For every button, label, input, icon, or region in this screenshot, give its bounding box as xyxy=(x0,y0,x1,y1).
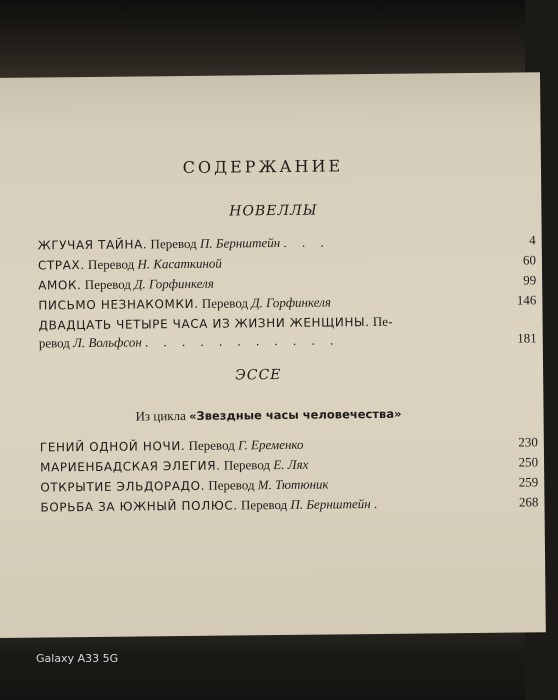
entry-page-number: 250 xyxy=(518,454,539,470)
entry-title: ОТКРЫТИЕ ЭЛЬДОРАДО. xyxy=(40,478,206,495)
entry-translator: Н. Касаткиной xyxy=(137,255,222,272)
toc-entry-continuation xyxy=(39,330,539,351)
entry-prefix: Перевод xyxy=(240,496,288,513)
book-page xyxy=(0,72,546,638)
toc-entry xyxy=(38,232,538,253)
cycle-subtitle xyxy=(135,406,401,425)
toc-entry xyxy=(40,474,540,495)
entry-prefix: Перевод xyxy=(208,477,255,493)
entry-translator: Г. Еременко xyxy=(237,436,304,453)
section-heading-novels: НОВЕЛЛЫ xyxy=(229,202,318,220)
section-heading-essays: ЭССЕ xyxy=(235,366,282,384)
toc-entry xyxy=(40,434,540,455)
entry-title: ДВАДЦАТЬ ЧЕТЫРЕ ЧАСА ИЗ ЖИЗНИ ЖЕНЩИНЫ. xyxy=(38,315,370,333)
toc-entry xyxy=(38,252,538,273)
entry-title: ПИСЬМО НЕЗНАКОМКИ. xyxy=(38,296,199,313)
entry-page-number: 259 xyxy=(518,474,539,490)
entry-translator: Л. Вольфсон xyxy=(73,334,142,351)
entry-title: МАРИЕНБАДСКАЯ ЭЛЕГИЯ. xyxy=(40,458,221,475)
entry-title: ЖГУЧАЯ ТАЙНА. xyxy=(37,237,148,253)
entry-page-number: 268 xyxy=(518,494,539,510)
cycle-name: «Звездные часы человечества» xyxy=(188,406,402,423)
entry-translator: Д. Горфинкеля xyxy=(134,275,214,292)
cycle-prefix: Из цикла xyxy=(135,407,186,424)
entry-page-number: 181 xyxy=(517,330,537,346)
entry-prefix: Перевод xyxy=(223,457,271,473)
entry-title: СТРАХ. xyxy=(37,258,85,273)
entry-prefix: Перевод xyxy=(150,235,197,252)
toc-entry xyxy=(38,292,538,313)
entry-title: ГЕНИЙ ОДНОЙ НОЧИ. xyxy=(39,438,186,455)
entry-translator: Д. Горфинкеля xyxy=(251,294,331,311)
entry-page-number: 60 xyxy=(522,252,537,268)
entry-translator: П. Бернштейн xyxy=(199,234,281,251)
entry-translator: Е. Лях xyxy=(273,456,309,473)
entry-prefix: Перевод xyxy=(188,437,235,453)
entry-prefix: Пе- xyxy=(372,313,393,330)
camera-watermark: Galaxy A33 5G xyxy=(36,652,119,665)
entry-title: БОРЬБА ЗА ЮЖНЫЙ ПОЛЮС. xyxy=(40,498,238,515)
entry-leader-dots: . . . xyxy=(283,234,330,250)
entry-leader-dots: . . . . . . . . . . . xyxy=(144,332,340,350)
entry-prefix: Перевод xyxy=(201,295,249,311)
entry-prefix: ревод xyxy=(38,335,70,351)
entry-translator: П. Бернштейн xyxy=(290,496,371,512)
entry-page-number: 146 xyxy=(516,292,537,308)
entry-page-number: 230 xyxy=(518,434,538,450)
toc-entry xyxy=(40,494,540,515)
entry-page-number: 99 xyxy=(523,272,537,288)
toc-entry xyxy=(38,272,538,293)
entry-prefix: Перевод xyxy=(87,256,135,273)
entry-leader-dots: . xyxy=(373,495,384,512)
entry-title: АМОК. xyxy=(38,278,82,293)
entry-translator: М. Тютюник xyxy=(257,476,329,493)
toc-entry xyxy=(40,454,540,475)
toc-title: СОДЕРЖАНИЕ xyxy=(182,156,344,178)
entry-page-number: 4 xyxy=(529,232,536,248)
entry-prefix: Перевод xyxy=(84,276,132,293)
